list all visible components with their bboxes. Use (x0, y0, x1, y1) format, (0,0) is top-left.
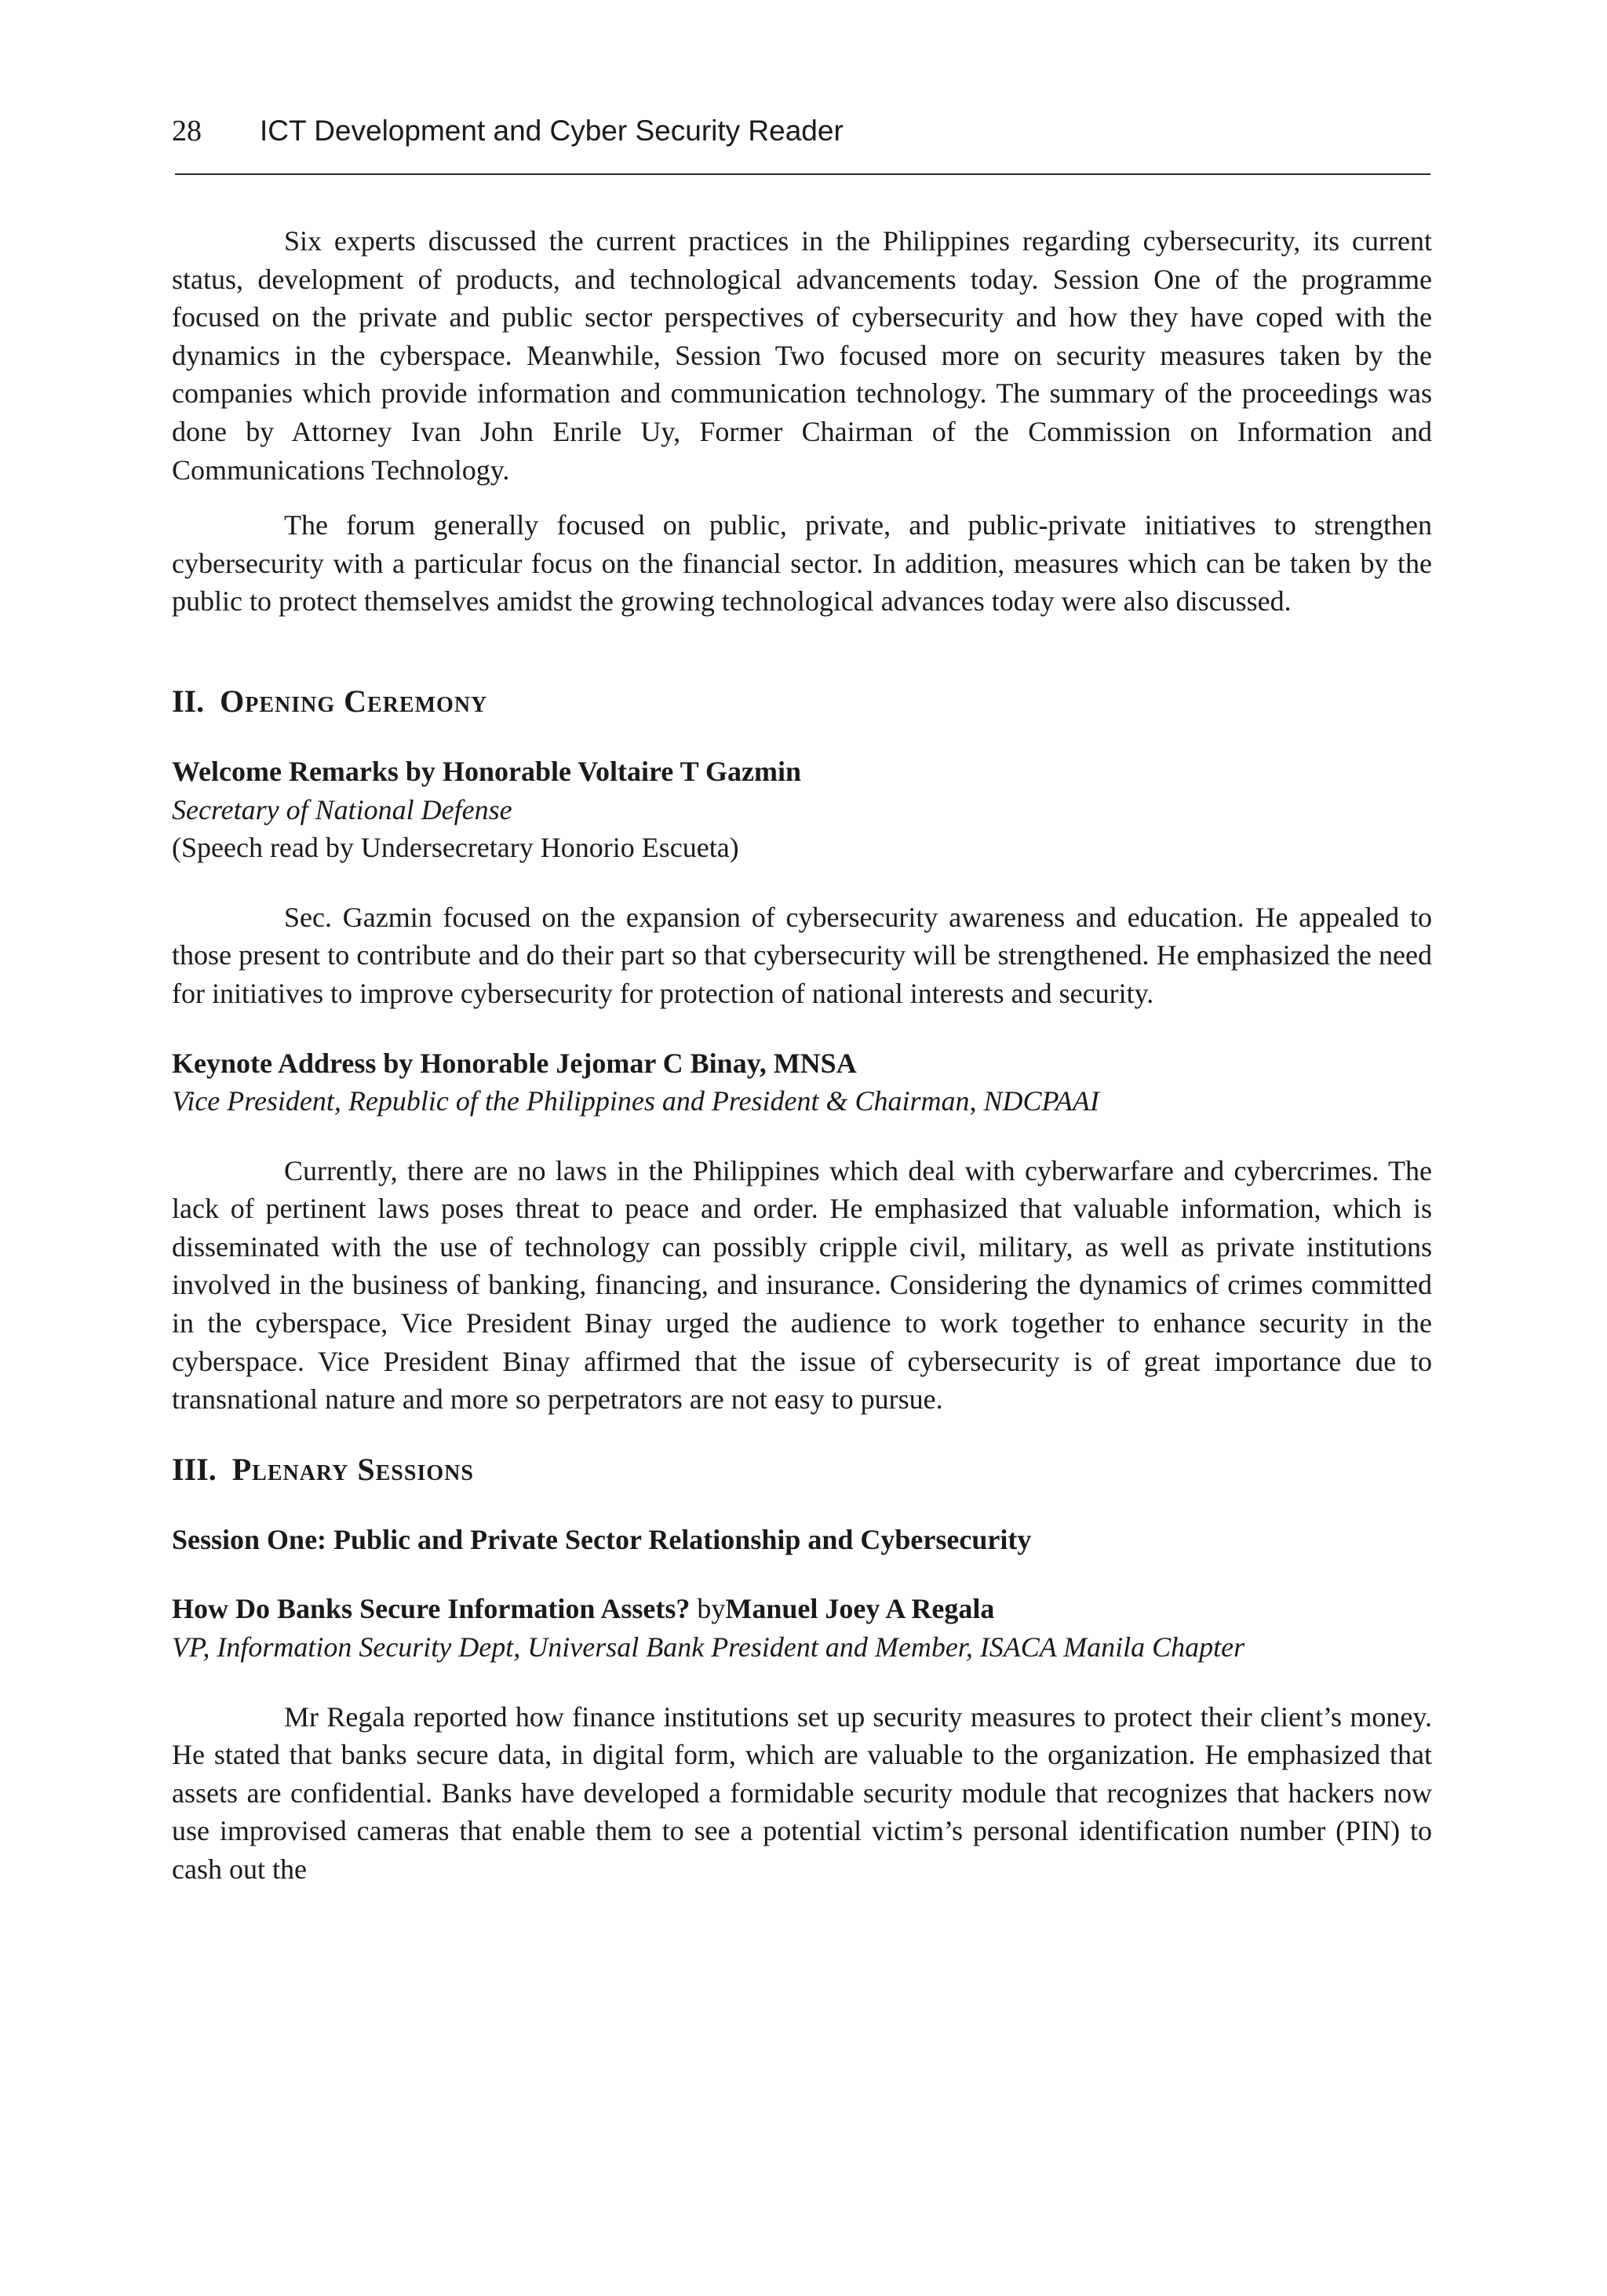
talk-by: by (690, 1593, 726, 1625)
welcome-speaker-role: Secretary of National Defense (172, 793, 512, 825)
section-title: Opening Ceremony (220, 683, 488, 719)
keynote-heading: Keynote Address by Honorable Jejomar C Binay, MNSA (172, 1047, 857, 1079)
section-number: III. (172, 1451, 217, 1487)
section-number: II. (172, 683, 205, 719)
keynote-speaker-role: Vice President, Republic of the Philippines and President & Chairman, NDCPAAI (172, 1085, 1099, 1117)
section-heading-opening-ceremony (172, 682, 1432, 721)
talk-speaker-role: VP, Information Security Dept, Universal Bank President and Member, ISACA Manila Chapter (172, 1631, 1245, 1664)
talk-title: How Do Banks Secure Information Assets? (172, 1593, 691, 1625)
page-number: 28 (172, 115, 202, 148)
running-header (172, 111, 1432, 151)
header-rule (175, 173, 1430, 175)
paragraph-keynote: Currently, there are no laws in the Philippines which deal with cyberwarfare and cybercrimes. The lack of pertinent laws poses threat to peace and order. He emphasized that valuable information, which is disseminated with the use of technology can possibly cripple civil, military, as well as private institutions involved in the business of banking, financing, and insurance. Considering the dynamics of crimes committed in the cyberspace, Vice President Binay urged the audience to work together to enhance security in the cyberspace. Vice President Binay affirmed that the issue of cybersecurity is of great importance due to transnational nature and more so perpetrators are not easy to pursue. (172, 1154, 1432, 1416)
running-title: ICT Development and Cyber Security Reader (260, 115, 844, 147)
paragraph-talk: Mr Regala reported how finance institutions set up security measures to protect their client’s money. He stated that banks secure data, in digital form, which are valuable to the organization. He emphasized that assets are confidential. Banks have developed a formidable security module that recognizes that hackers now use improvised cameras that enable them to see a potential victim’s personal identification number (PIN) to cash out the (172, 1700, 1432, 1885)
welcome-remarks-heading: Welcome Remarks by Honorable Voltaire T Gazmin (172, 755, 801, 787)
session-one-heading: Session One: Public and Private Sector Relationship and Cybersecurity (172, 1523, 1032, 1555)
paragraph-forum-focus: The forum generally focused on public, private, and public-private initiatives to strengthen cybersecurity with a particular focus on the financial sector. In addition, measures which can be taken by the public to protect themselves amidst the growing technological advances today were also discussed. (172, 509, 1432, 618)
welcome-speech-note: (Speech read by Undersecretary Honorio Escueta) (172, 832, 739, 864)
body-content (172, 222, 1432, 1889)
paragraph-welcome-remarks: Sec. Gazmin focused on the expansion of cybersecurity awareness and education. He appealed to those present to contribute and do their part so that cybersecurity will be strengthened. He emphasized the need for initiatives to improve cybersecurity for protection of national interests and security. (172, 901, 1432, 1009)
talk-heading (172, 1590, 1432, 1628)
section-heading-plenary-sessions (172, 1450, 1432, 1489)
paragraph-intro: Six experts discussed the current practices in the Philippines regarding cybersecurity, its current status, development of products, and technological advancements today. Session One of the programme focused on the private and public sector perspectives of cybersecurity and how they have coped with the dynamics in the cyberspace. Meanwhile, Session Two focused more on security measures taken by the companies which provide information and communication technology. The summary of the proceedings was done by Attorney Ivan John Enrile Uy, Former Chairman of the Commission on Information and Communications Technology. (172, 225, 1432, 486)
section-title: Plenary Sessions (231, 1451, 474, 1487)
talk-speaker: Manuel Joey A Regala (725, 1593, 995, 1625)
